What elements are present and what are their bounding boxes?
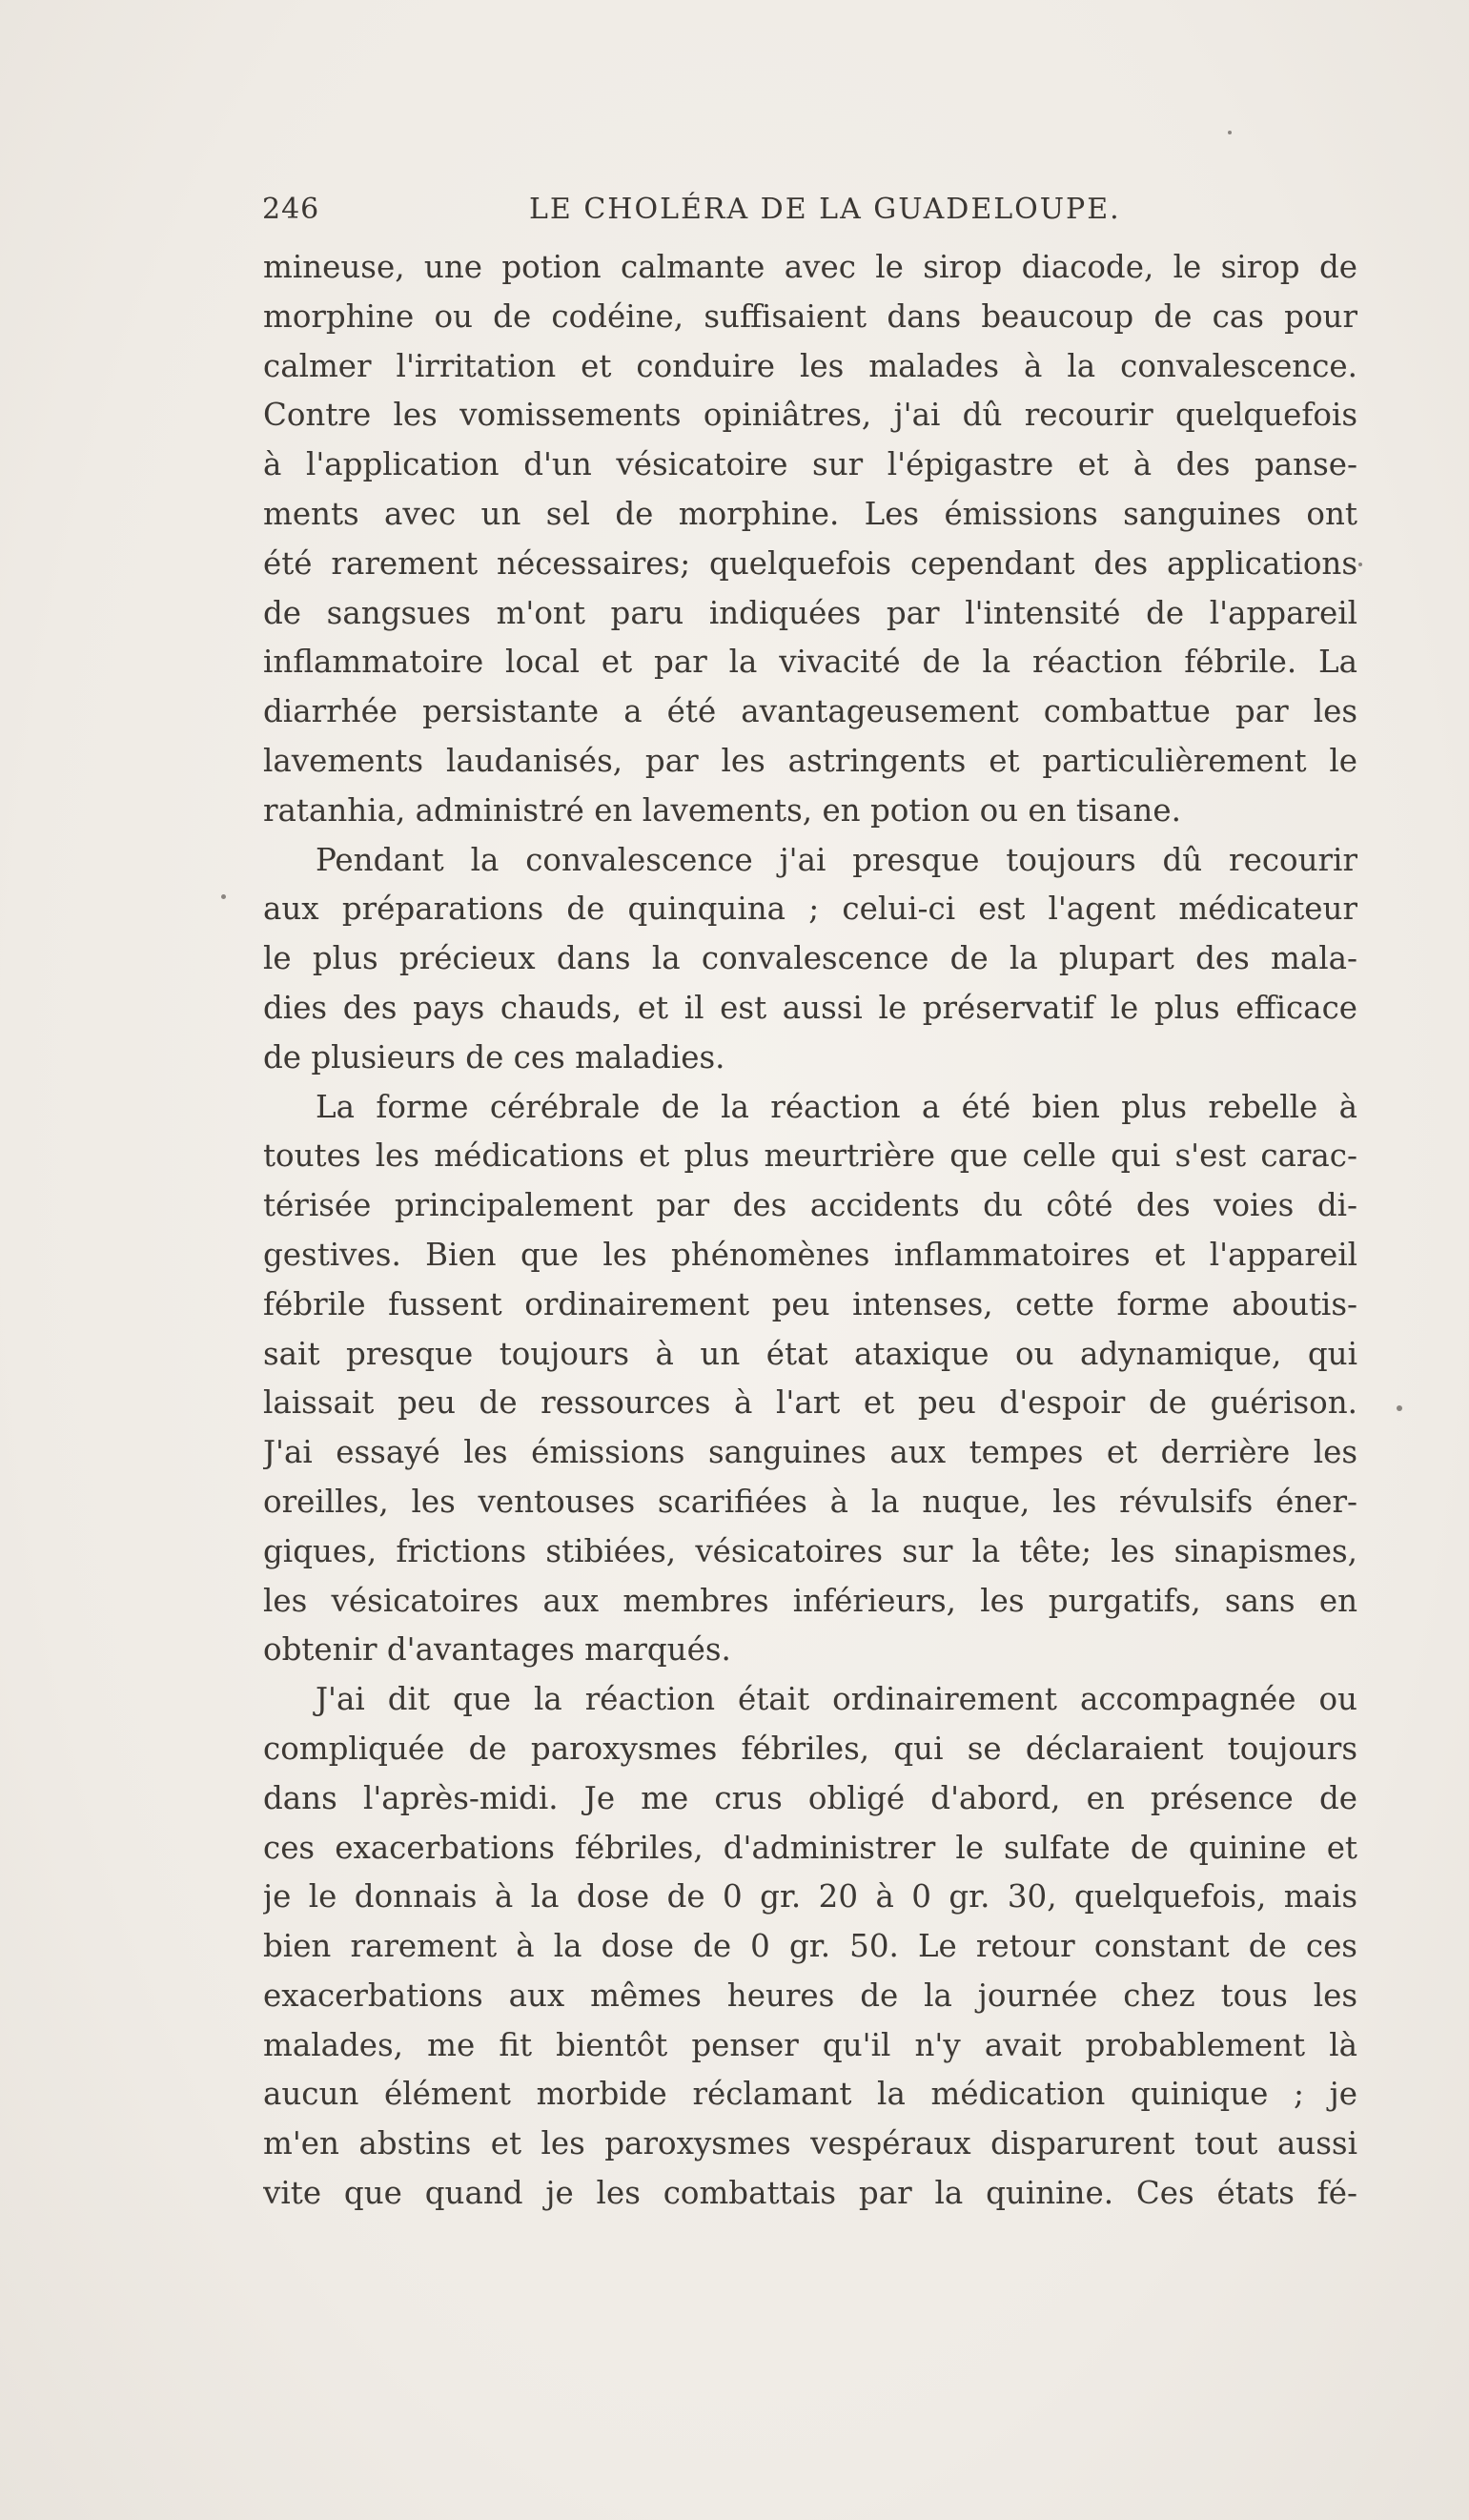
running-head-title: LE CHOLÉRA DE LA GUADELOUPE. (529, 193, 1121, 226)
text-line: bien rarement à la dose de 0 gr. 50. Le retour constant de ces (263, 1928, 1357, 1965)
text-line: La forme cérébrale de la réaction a été bien plus rebelle à (316, 1088, 1357, 1125)
text-line: m'en abstins et les paroxysmes vespéraux disparurent tout aussi (263, 2125, 1357, 2162)
page-speck (1358, 563, 1362, 566)
text-line: vite que quand je les combattais par la quinine. Ces états fé- (263, 2175, 1357, 2212)
body-text (263, 243, 1357, 2219)
page-number: 246 (262, 193, 320, 226)
text-line: ments avec un sel de morphine. Les émissions sanguines ont (263, 495, 1357, 532)
text-line: les vésicatoires aux membres inférieurs, les purgatifs, sans en (263, 1582, 1357, 1619)
text-line: mineuse, une potion calmante avec le sirop diacode, le sirop de (263, 249, 1357, 285)
text-line: ratanhia, administré en lavements, en potion ou en tisane. (263, 791, 1181, 829)
text-line: malades, me fit bientôt penser qu'il n'y avait probablement là (263, 2026, 1357, 2063)
page-speck (221, 894, 226, 899)
text-line: morphine ou de codéine, suffisaient dans beaucoup de cas pour (263, 297, 1357, 335)
paragraph (263, 1083, 1357, 1676)
text-line: oreilles, les ventouses scarifiées à la nuque, les révulsifs éner- (263, 1483, 1357, 1520)
text-line: dans l'après-midi. Je me crus obligé d'abord, en présence de (263, 1779, 1357, 1816)
text-line: calmer l'irritation et conduire les malades à la convalescence. (263, 347, 1357, 384)
text-line: Pendant la convalescence j'ai presque toujours dû recourir (316, 841, 1357, 878)
text-line: aucun élément morbide réclamant la médication quinique ; je (263, 2076, 1357, 2113)
text-line: gestives. Bien que les phénomènes inflammatoires et l'appareil (263, 1236, 1357, 1273)
text-line: diarrhée persistante a été avantageusement combattue par les (263, 693, 1357, 730)
text-line: lavements laudanisés, par les astringents et particulièrement le (263, 742, 1357, 779)
text-line: ces exacerbations fébriles, d'administrer le sulfate de quinine et (263, 1829, 1357, 1866)
text-line: J'ai dit que la réaction était ordinairement accompagnée ou (316, 1681, 1357, 1718)
text-line: de plusieurs de ces maladies. (263, 1038, 725, 1076)
paragraph (263, 1675, 1357, 2219)
text-line: giques, frictions stibiées, vésicatoires sur la tête; les sinapismes, (263, 1532, 1357, 1569)
text-line: le plus précieux dans la convalescence de la plupart des mala- (263, 940, 1357, 977)
text-line: à l'application d'un vésicatoire sur l'épigastre et à des panse- (263, 446, 1357, 483)
text-line: inflammatoire local et par la vivacité de la réaction fébrile. La (263, 644, 1357, 681)
paragraph (263, 836, 1357, 1083)
text-line: exacerbations aux mêmes heures de la journée chez tous les (263, 1977, 1357, 2014)
text-line: dies des pays chauds, et il est aussi le préservatif le plus efficace (263, 989, 1357, 1026)
text-line: sait presque toujours à un état ataxique ou adynamique, qui (263, 1335, 1357, 1372)
text-line: je le donnais à la dose de 0 gr. 20 à 0 gr. 30, quelquefois, mais (263, 1878, 1357, 1916)
text-line: térisée principalement par des accidents du côté des voies di- (263, 1187, 1357, 1224)
text-line: aux préparations de quinquina ; celui-ci est l'agent médicateur (263, 891, 1357, 928)
text-line: été rarement nécessaires; quelquefois cependant des applications (263, 544, 1357, 582)
page-speck (1397, 1405, 1402, 1411)
running-head (262, 193, 1358, 231)
text-line: compliquée de paroxysmes fébriles, qui se déclaraient toujours (263, 1730, 1357, 1767)
text-line: Contre les vomissements opiniâtres, j'ai dû recourir quelquefois (263, 397, 1357, 434)
page-speck (1228, 131, 1232, 134)
text-line: laissait peu de ressources à l'art et peu d'espoir de guérison. (263, 1384, 1357, 1422)
paragraph (263, 243, 1357, 836)
text-line: obtenir d'avantages marqués. (263, 1631, 731, 1669)
text-line: fébrile fussent ordinairement peu intenses, cette forme aboutis- (263, 1285, 1357, 1322)
text-line: de sangsues m'ont paru indiquées par l'intensité de l'appareil (263, 594, 1357, 631)
text-line: J'ai essayé les émissions sanguines aux tempes et derrière les (263, 1434, 1357, 1471)
text-line: toutes les médications et plus meurtrière que celle qui s'est carac- (263, 1137, 1357, 1175)
